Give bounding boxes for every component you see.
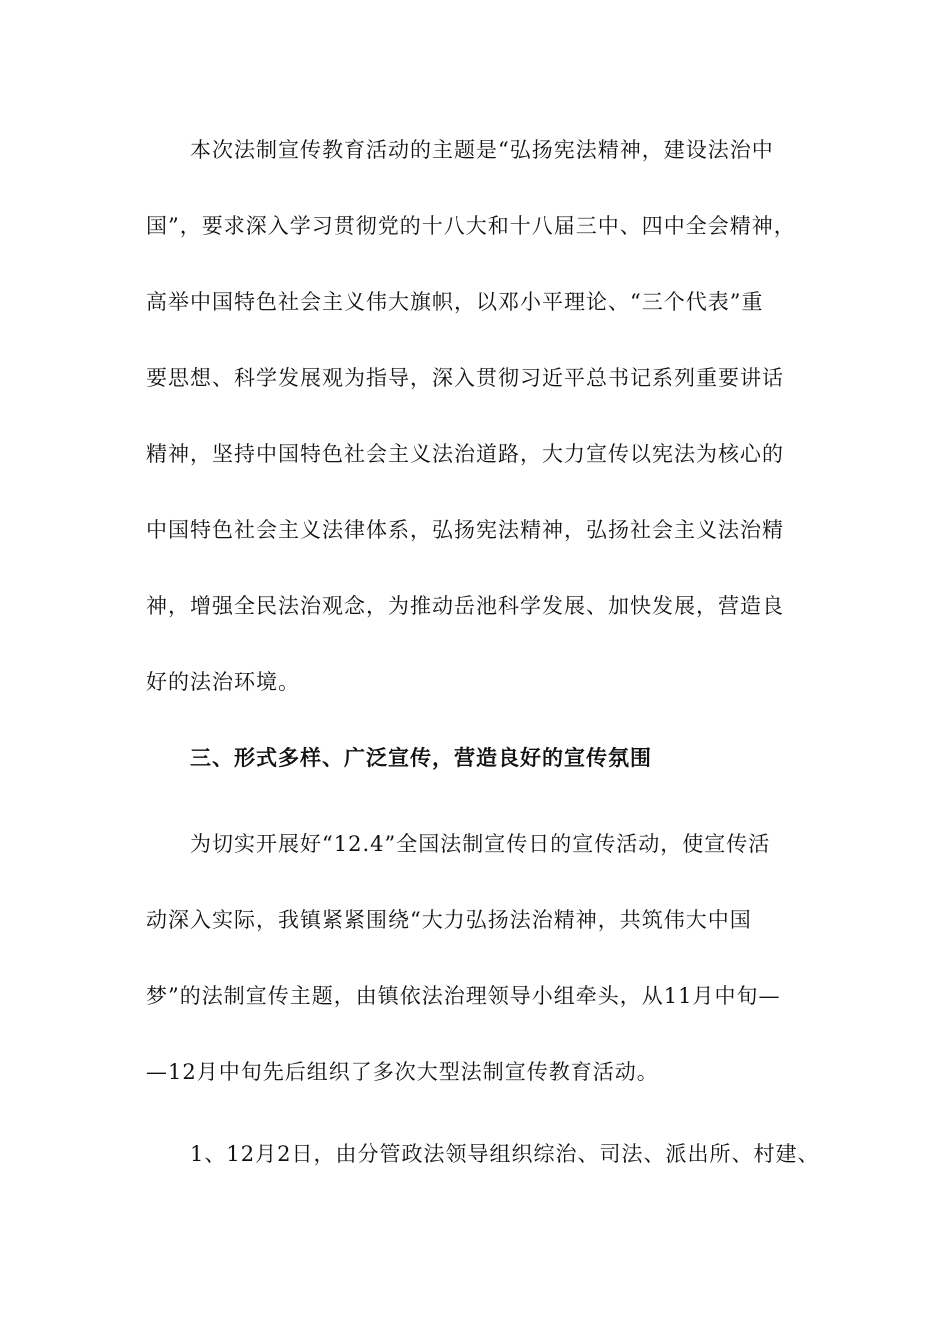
paragraph1-line-6: 中国特色社会主义法律体系，弘扬宪法精神，弘扬社会主义法治精 — [146, 518, 784, 542]
paragraph2-line-2: 动深入实际，我镇紧紧围绕“大力弘扬法治精神，共筑伟大中国 — [146, 908, 752, 932]
paragraph2-line-3: 梦”的法制宣传主题，由镇依法治理领导小组牵头，从11月中旬— — [146, 984, 781, 1008]
paragraph1-line-1: 本次法制宣传教育活动的主题是“弘扬宪法精神，建设法治中 — [190, 138, 774, 162]
paragraph1-line-4: 要思想、科学发展观为指导，深入贯彻习近平总书记系列重要讲话 — [146, 366, 784, 390]
paragraph1-line-3: 高举中国特色社会主义伟大旗帜，以邓小平理论、“三个代表”重 — [146, 290, 764, 314]
paragraph1-line-2: 国”，要求深入学习贯彻党的十八大和十八届三中、四中全会精神， — [146, 214, 796, 238]
paragraph1-line-8: 好的法治环境。 — [146, 670, 300, 694]
paragraph3-line-1: 1、12月2日，由分管政法领导组织综治、司法、派出所、村建、 — [190, 1142, 820, 1166]
section-heading: 三、形式多样、广泛宣传，营造良好的宣传氛围 — [190, 746, 652, 770]
paragraph2-line-4: —12月中旬先后组织了多次大型法制宣传教育活动。 — [146, 1060, 659, 1084]
paragraph1-line-5: 精神，坚持中国特色社会主义法治道路，大力宣传以宪法为核心的 — [146, 442, 784, 466]
paragraph2-line-1: 为切实开展好“12.4”全国法制宣传日的宣传活动，使宣传活 — [190, 832, 771, 856]
paragraph1-line-7: 神，增强全民法治观念，为推动岳池科学发展、加快发展，营造良 — [146, 594, 784, 618]
